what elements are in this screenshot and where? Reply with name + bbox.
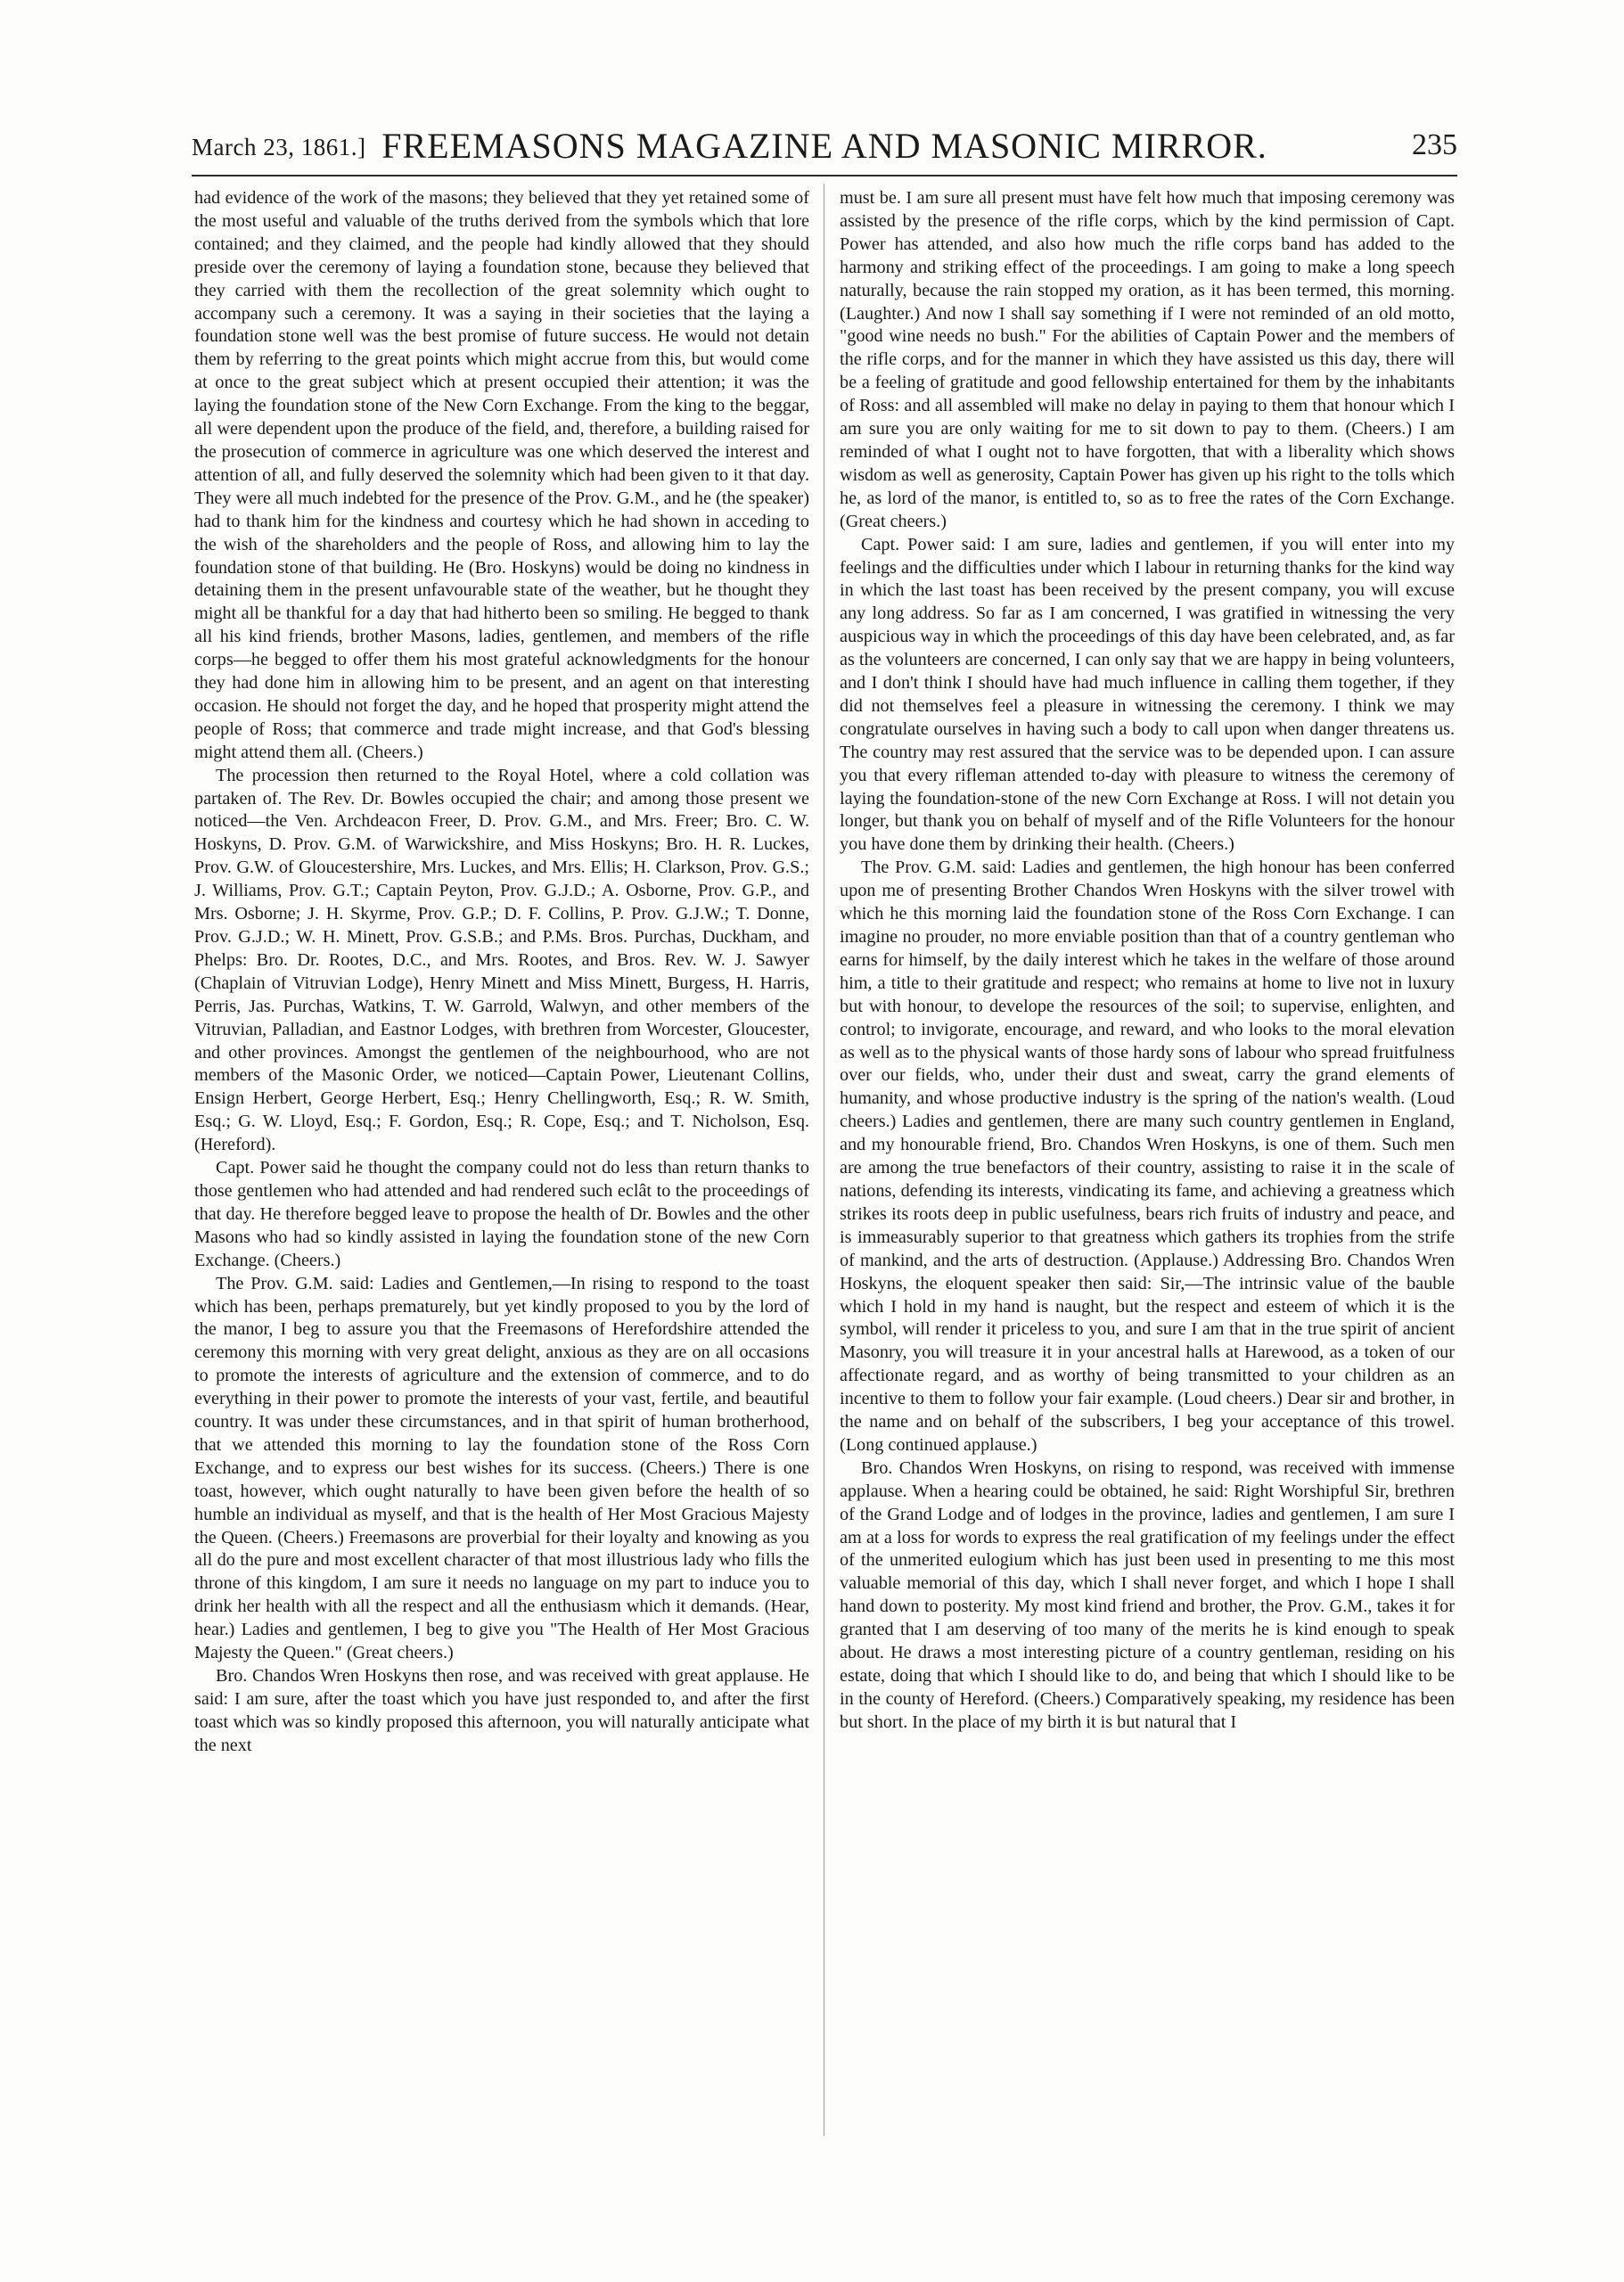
paragraph: Capt. Power said: I am sure, ladies and gentlemen, if you will enter into my feelings and the difficulties under which I labour in returning thanks for the kind way in which the last toast has been received by the present company, you will excuse any long address. So far as I am concerned, I was gratified in witnessing the very auspicious way in which the proceedings of this day have been celebrated, and, as far as the volunteers are concerned, I can only say that we are happy in being volunteers, and I don't think I should have had much influence in calling them together, if they did not themselves feel a pleasure in witnessing the ceremony. I think we may congratulate ourselves in having such a body to call upon when danger threatens us. The country may rest assured that the service was to be depended upon. I can assure you that every rifleman attended to-day with pleasure to witness the ceremony of laying the foundation-stone of the new Corn Exchange at Ross. I will not detain you longer, but thank you on behalf of myself and of the Rifle Volunteers for the honour you have done them by drinking their health. (Cheers.) [840,534,1455,855]
paragraph: must be. I am sure all present must have felt how much that imposing ceremony was assisted by the presence of the rifle corps, which by the kind permission of Capt. Power has attended, and also how much the rifle corps band has added to the harmony and striking effect of the proceedings. I am going to make a long speech naturally, because the rain stopped my oration, as it has been termed, this morning. (Laughter.) And now I shall say something if I were not reminded of an old motto, "good wine needs no bush." For the abilities of Captain Power and the members of the rifle corps, and for the manner in which they have assisted us this day, there will be a feeling of gratitude and good fellowship entertained for them by the inhabitants of Ross: and all assembled will make no delay in paying to them that honour which I am sure you are only waiting for me to sit down to pay to them. (Cheers.) I am reminded of what I ought not to have forgotten, that with a liberality which shows wisdom as well as generosity, Captain Power has given up his right to the tolls which he, as lord of the manor, is entitled to, so as to free the rates of the Corn Exchange. (Great cheers.) [840,188,1455,531]
paragraph: had evidence of the work of the masons; they believed that they yet retained some of the most useful and valuable of the truths derived from the symbols which that lore contained; and they claimed, and the people had kindly allowed that they should preside over the ceremony of laying a foundation stone, because they believed that they carried with them the recollection of the great solemnity which ought to accompany such a ceremony. It was a saying in their societies that the laying a foundation stone well was the best promise of future success. He would not detain them by referring to the great points which might accrue from this, but would come at once to the great subject which at present occupied their attention; it was the laying the foundation stone of the New Corn Exchange. From the king to the beggar, all were dependent upon the produce of the field, and, therefore, a building raised for the prosecution of commerce in agriculture was one which deserved the interest and attention of all, and fully deserved the solemnity which had been given to it that day. They were all much indebted for the presence of the Prov. G.M., and he (the speaker) had to thank him for the kindness and courtesy which he had shown in acceding to the wish of the shareholders and the people of Ross, and allowing him to lay the foundation stone of that building. He (Bro. Hoskyns) would be doing no kindness in detaining them in the present unfavourable state of the weather, but he thought they might all be thankful for a day that had hitherto been so smiling. He begged to thank all his kind friends, brother Masons, ladies, gentlemen, and members of the rifle corps—he begged to offer them his most grateful acknowledgments for the honour they had done him in allowing him to be present, and an agent on that interesting occasion. He should not forget the day, and he hoped that prosperity might attend the people of Ross; that commerce and trade might increase, and that God's blessing might attend them all. (Cheers.) [194,188,809,762]
publication-title: FREEMASONS MAGAZINE AND MASONIC MIRROR. [381,126,1267,166]
paragraph: Capt. Power said he thought the company could not do less than return thanks to those gentlemen who had attended and had rendered such eclât to the proceedings of that day. He therefore begged leave to propose the health of Dr. Bowles and the other Masons who had so kindly assisted in laying the foundation stone of the new Corn Exchange. (Cheers.) [194,1158,809,1270]
left-column [194,187,809,2135]
right-column [840,187,1455,2135]
paragraph: The procession then returned to the Royal Hotel, where a cold collation was partaken of. The Rev. Dr. Bowles occupied the chair; and among those present we noticed—the Ven. Archdeacon Freer, D. Prov. G.M., and Mrs. Freer; Bro. C. W. Hoskyns, D. Prov. G.M. of Warwickshire, and Miss Hoskyns; Bro. H. R. Luckes, Prov. G.W. of Gloucestershire, Mrs. Luckes, and Mrs. Ellis; H. Clarkson, Prov. G.S.; J. Williams, Prov. G.T.; Captain Peyton, Prov. G.J.D.; A. Osborne, Prov. G.P., and Mrs. Osborne; J. H. Skyrme, Prov. G.P.; D. F. Collins, P. Prov. G.J.W.; T. Donne, Prov. G.J.D.; W. H. Minett, Prov. G.S.B.; and P.Ms. Bros. Purchas, Duckham, and Phelps: Bro. Dr. Rootes, D.C., and Mrs. Rootes, and Bros. Rev. W. J. Sawyer (Chaplain of Vitruvian Lodge), Henry Minett and Miss Minett, Burgess, H. Harris, Perris, Jas. Purchas, Watkins, T. W. Garrold, Walwyn, and other members of the Vitruvian, Palladian, and Eastnor Lodges, with brethren from Worcester, Gloucester, and other provinces. Amongst the gentlemen of the neighbourhood, who are not members of the Masonic Order, we noticed—Captain Power, Lieutenant Collins, Ensign Herbert, George Herbert, Esq.; Henry Chellingworth, Esq.; R. W. Smith, Esq.; G. W. Lloyd, Esq.; F. Gordon, Esq.; R. Cope, Esq.; and T. Nicholson, Esq. (Hereford). [194,765,809,1155]
paragraph: Bro. Chandos Wren Hoskyns, on rising to respond, was received with immense applause. When a hearing could be obtained, he said: Right Worshipful Sir, brethren of the Grand Lodge and of lodges in the province, ladies and gentlemen, I am sure I am at a loss for words to express the real gratification of my feelings under the effect of the unmerited eulogium which has just been used in presenting to me this most valuable memorial of this day, which I shall never forget, and which I hope I shall hand down to posterity. My most kind friend and brother, the Prov. G.M., takes it for granted that I am deserving of too many of the merits he is kind enough to speak about. He draws a most interesting picture of a country gentleman, residing on his estate, doing that which I should like to do, and being that which I should like to be in the county of Hereford. (Cheers.) Comparatively speaking, my residence has been but short. In the place of my birth it is but natural that I [840,1457,1455,1732]
paragraph: The Prov. G.M. said: Ladies and gentlemen, the high honour has been conferred upon me of presenting Brother Chandos Wren Hoskyns with the silver trowel with which he this morning laid the foundation stone of the Ross Corn Exchange. I can imagine no prouder, no more enviable position than that of a country gentleman who earns for himself, by the daily interest which he takes in the welfare of those around him, a title to their gratitude and respect; who remains at home to live not in luxury but with honour, to develope the resources of the soil; to supervise, enlighten, and control; to invigorate, encourage, and reward, and who looks to the moral elevation as well as to the physical wants of those hardy sons of labour who spread fruitfulness over our fields, who, under their dust and sweat, carry the grand elements of humanity, and whose productive industry is the spring of the nation's wealth. (Loud cheers.) Ladies and gentlemen, there are many such country gentlemen in England, and my honourable friend, Bro. Chandos Wren Hoskyns, is one of them. Such men are among the true benefactors of their country, assisting to raise it in the scale of nations, defending its interests, vindicating its fame, and achieving a greatness which strikes its roots deep in public usefulness, bears rich fruits of industry and peace, and is immeasurably superior to that greatness which gathers its trophies from the strife of mankind, and the arts of destruction. (Applause.) Addressing Bro. Chandos Wren Hoskyns, the eloquent speaker then said: Sir,—The intrinsic value of the bauble which I hold in my hand is naught, but the respect and esteem of which it is the symbol, will render it priceless to you, and sure I am that in the true spirit of ancient Masonry, you will treasure it in your ancestral halls at Harewood, as a token of our affectionate regard, and as worthy of being transmitted to your children as an incentive to them to follow your fair example. (Loud cheers.) Dear sir and brother, in the name and on behalf of the subscribers, I beg your acceptance of this trowel. (Long continued applause.) [840,858,1455,1455]
issue-date: March 23, 1861.] [192,134,366,160]
masthead [192,125,1457,166]
paragraph: Bro. Chandos Wren Hoskyns then rose, and was received with great applause. He said: I am sure, after the toast which you have just responded to, and after the first toast which was so kindly proposed this afternoon, you will naturally anticipate what the next [194,1666,809,1755]
header-rule [192,175,1457,176]
paragraph: The Prov. G.M. said: Ladies and Gentlemen,—In rising to respond to the toast which has been, perhaps prematurely, but yet kindly proposed to you by the lord of the manor, I beg to assure you that the Freemasons of Herefordshire attended the ceremony this morning with very great delight, anxious as they are on all occasions to promote the interests of agriculture and the extension of commerce, and to do everything in their power to promote the interests of your vast, fertile, and beautiful country. It was under these circumstances, and in that spirit of human brotherhood, that we attended this morning to lay the foundation stone of the Ross Corn Exchange, and to express our best wishes for its success. (Cheers.) There is one toast, however, which ought naturally to have been given before the health of so humble an individual as myself, and that is the health of Her Most Gracious Majesty the Queen. (Cheers.) Freemasons are proverbial for their loyalty and knowing as you all do the pure and most excellent character of that most illustrious lady who fills the throne of this kingdom, I am sure it needs no language on my part to induce you to drink her health with all the respect and all the enthusiasm which it demands. (Hear, hear.) Ladies and gentlemen, I beg to give you "The Health of Her Most Gracious Majesty the Queen." (Great cheers.) [194,1273,809,1663]
page-number: 235 [1412,128,1457,161]
